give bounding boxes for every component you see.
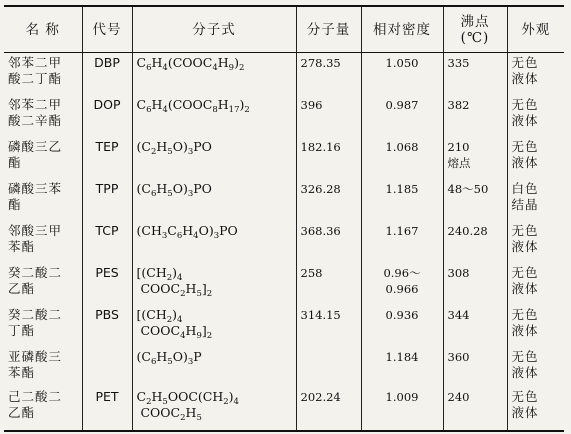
molecular-weight: 202.24	[296, 387, 361, 431]
compound-name-line1: 磷酸三苯	[8, 180, 63, 196]
appearance-line1: 无色	[511, 55, 539, 70]
appearance-line1: 无色	[511, 264, 539, 280]
appearance	[507, 263, 564, 305]
appearance	[507, 137, 564, 179]
relative-density	[361, 387, 443, 431]
compound-name-line1: 邻苯二甲	[8, 96, 63, 112]
appearance-line1: 无色	[511, 306, 539, 322]
molecular-weight: 258	[296, 263, 361, 305]
header-row	[4, 6, 564, 53]
molecular-formula: $(CH_3C_6H_4O)_3PO$	[132, 221, 296, 263]
compound-name	[4, 387, 82, 431]
appearance-line2: 液体	[511, 112, 539, 128]
density-line1: 0.96～	[383, 265, 421, 280]
appearance-line1: 无色	[511, 388, 539, 404]
table-row	[4, 53, 564, 95]
molecular-weight: 326.28	[296, 179, 361, 221]
relative-density	[361, 263, 443, 305]
appearance-line1: 无色	[511, 96, 539, 112]
density-line1: 1.068	[385, 139, 419, 154]
appearance	[507, 95, 564, 137]
compound-code: DBP	[82, 53, 132, 95]
compound-code: TCP	[82, 221, 132, 263]
compound-name-line2: 酸二丁酯	[8, 71, 63, 86]
plasticizer-table	[4, 5, 564, 432]
molecular-formula: $C_6H_4(COOC_4H_9)_2$	[132, 53, 296, 95]
appearance-line2: 结晶	[511, 196, 539, 212]
compound-name	[4, 179, 82, 221]
appearance	[507, 305, 564, 347]
appearance	[507, 347, 564, 387]
header-molecular-weight: 分子量	[296, 6, 361, 53]
compound-name-line2: 酸二辛酯	[8, 112, 63, 128]
table-row	[4, 137, 564, 179]
bp-line1: 210	[447, 139, 470, 154]
compound-name-line1: 邻酸三甲	[8, 222, 63, 238]
header-formula: 分子式	[132, 6, 296, 53]
appearance-line1: 无色	[511, 348, 539, 364]
boiling-point	[443, 387, 507, 431]
boiling-point	[443, 263, 507, 305]
table-row	[4, 347, 564, 387]
molecular-formula: $C_2H_5OOC(CH_2)_4$ $COOC_2H_5$	[132, 387, 296, 431]
compound-name	[4, 263, 82, 305]
appearance	[507, 221, 564, 263]
appearance	[507, 53, 564, 95]
appearance-line1: 无色	[511, 138, 539, 154]
compound-code: DOP	[82, 95, 132, 137]
boiling-point	[443, 95, 507, 137]
compound-name-line2: 酯	[8, 154, 22, 170]
boiling-point	[443, 179, 507, 221]
molecular-formula: [$(CH_2)_4$ $COOC_2H_5]_2$	[132, 263, 296, 305]
molecular-weight	[296, 347, 361, 387]
compound-name-line2: 乙酯	[8, 280, 36, 296]
bp-line1: 344	[447, 307, 470, 322]
table-row	[4, 305, 564, 347]
compound-name-line1: 己二酸二	[8, 388, 63, 404]
table-row	[4, 221, 564, 263]
appearance-line2: 液体	[511, 238, 539, 254]
appearance-line2: 液体	[511, 364, 539, 380]
density-line1: 1.185	[385, 181, 419, 196]
molecular-weight: 278.35	[296, 53, 361, 95]
header-code: 代号	[82, 6, 132, 53]
header-appearance: 外观	[507, 6, 564, 53]
compound-code: PES	[82, 263, 132, 305]
compound-name-line1: 磷酸三乙	[8, 138, 63, 154]
density-line1: 1.167	[385, 223, 419, 238]
compound-name	[4, 347, 82, 387]
table-row	[4, 387, 564, 431]
relative-density	[361, 137, 443, 179]
header-name: 名 称	[4, 6, 82, 53]
header-bp-line2: (℃)	[460, 29, 490, 46]
compound-name	[4, 221, 82, 263]
relative-density	[361, 347, 443, 387]
appearance	[507, 179, 564, 221]
molecular-weight: 368.36	[296, 221, 361, 263]
bp-line1: 48～50	[447, 181, 489, 196]
relative-density	[361, 179, 443, 221]
density-line1: 1.050	[385, 56, 419, 70]
table-row	[4, 95, 564, 137]
appearance-line1: 无色	[511, 222, 539, 238]
compound-name-line2: 酯	[8, 196, 22, 212]
compound-name	[4, 95, 82, 137]
compound-code: TPP	[82, 179, 132, 221]
table-row	[4, 263, 564, 305]
compound-name-line1: 亚磷酸三	[8, 348, 63, 364]
bp-line1: 335	[447, 56, 470, 70]
molecular-formula: $C_6H_4(COOC_8H_{17})_2$	[132, 95, 296, 137]
molecular-weight: 396	[296, 95, 361, 137]
appearance-line2: 液体	[511, 71, 539, 86]
density-line1: 1.009	[385, 389, 419, 404]
compound-name	[4, 53, 82, 95]
molecular-formula: $(C_2H_5O)_3PO$	[132, 137, 296, 179]
molecular-formula: [$(CH_2)_4$ $COOC_4H_9]_2$	[132, 305, 296, 347]
boiling-point	[443, 305, 507, 347]
compound-name-line1: 癸二酸二	[8, 306, 63, 322]
density-line1: 0.987	[385, 97, 419, 112]
appearance-line2: 液体	[511, 154, 539, 170]
density-line1: 0.936	[385, 307, 419, 322]
appearance	[507, 387, 564, 431]
table-body	[4, 53, 564, 431]
relative-density	[361, 221, 443, 263]
relative-density	[361, 305, 443, 347]
compound-name-line1: 邻苯二甲	[8, 55, 63, 70]
bp-line1: 382	[447, 97, 470, 112]
density-line1: 1.184	[385, 349, 419, 364]
bp-line1: 240	[447, 389, 470, 404]
compound-name	[4, 137, 82, 179]
bp-line1: 240.28	[447, 223, 488, 238]
compound-name-line1: 癸二酸二	[8, 264, 63, 280]
compound-name-line2: 乙酯	[8, 404, 36, 420]
header-bp-line1: 沸点	[460, 13, 490, 30]
relative-density	[361, 95, 443, 137]
boiling-point	[443, 53, 507, 95]
bp-line1: 308	[447, 265, 470, 280]
boiling-point	[443, 137, 507, 179]
compound-name	[4, 305, 82, 347]
appearance-line2: 液体	[511, 322, 539, 338]
boiling-point	[443, 221, 507, 263]
table-row	[4, 179, 564, 221]
appearance-line2: 液体	[511, 280, 539, 296]
header-boiling-point	[443, 6, 507, 53]
bp-line1: 360	[447, 349, 470, 364]
boiling-point	[443, 347, 507, 387]
compound-code: PBS	[82, 305, 132, 347]
compound-code: TEP	[82, 137, 132, 179]
relative-density	[361, 53, 443, 95]
bp-line2: 熔点	[447, 155, 471, 170]
molecular-weight: 182.16	[296, 137, 361, 179]
compound-name-line2: 苯酯	[8, 364, 36, 380]
compound-name-line2: 丁酯	[8, 322, 36, 338]
density-line2: 0.966	[385, 281, 419, 296]
appearance-line1: 白色	[511, 180, 539, 196]
compound-code: PET	[82, 387, 132, 431]
appearance-line2: 液体	[511, 404, 539, 420]
compound-name-line2: 苯酯	[8, 238, 36, 254]
compound-code	[82, 347, 132, 387]
molecular-weight: 314.15	[296, 305, 361, 347]
molecular-formula: $(C_6H_5O)_3P$	[132, 347, 296, 387]
header-relative-density: 相对密度	[361, 6, 443, 53]
molecular-formula: $(C_6H_5O)_3PO$	[132, 179, 296, 221]
